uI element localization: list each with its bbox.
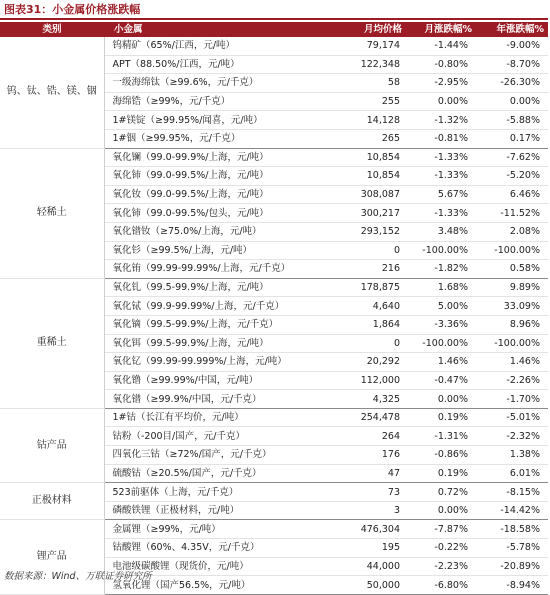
monthly-change-cell: 0.00% xyxy=(406,501,476,520)
category-cell: 正极材料 xyxy=(0,483,104,520)
monthly-price-cell: 20,292 xyxy=(324,353,406,372)
monthly-change-cell: -7.87% xyxy=(406,520,476,539)
monthly-change-cell: -1.44% xyxy=(406,37,476,55)
yearly-change-cell: -5.01% xyxy=(476,408,548,427)
monthly-price-cell: 308,087 xyxy=(324,185,406,204)
yearly-change-cell: 8.96% xyxy=(476,315,548,334)
metal-name-cell: 氧化钕（99.0-99.5%/上海，元/吨） xyxy=(104,185,324,204)
yearly-change-cell: 0.58% xyxy=(476,260,548,279)
yearly-change-cell: -14.42% xyxy=(476,501,548,520)
monthly-change-cell: -0.47% xyxy=(406,371,476,390)
yearly-change-cell: -20.89% xyxy=(476,557,548,576)
metal-name-cell: 钨精矿（65%/江西，元/吨） xyxy=(104,37,324,55)
yearly-change-cell: 0.00% xyxy=(476,92,548,111)
monthly-price-cell: 14,128 xyxy=(324,111,406,130)
yearly-change-cell: -2.26% xyxy=(476,371,548,390)
metal-name-cell: 氧化镝（99.5-99.9%/上海，元/千克） xyxy=(104,315,324,334)
monthly-price-cell: 195 xyxy=(324,539,406,558)
monthly-price-cell: 112,000 xyxy=(324,371,406,390)
metal-name-cell: 氧化镥（≥99.99%/中国，元/吨） xyxy=(104,371,324,390)
category-cell: 轻稀土 xyxy=(0,148,104,278)
monthly-price-cell: 254,478 xyxy=(324,408,406,427)
metal-name-cell: 1#镁锭（≥99.95%/闻喜，元/吨） xyxy=(104,111,324,130)
monthly-change-cell: 5.00% xyxy=(406,297,476,316)
monthly-change-cell: 5.67% xyxy=(406,185,476,204)
table-row xyxy=(0,483,548,502)
monthly-change-cell: 0.19% xyxy=(406,464,476,483)
yearly-change-cell: -5.88% xyxy=(476,111,548,130)
monthly-price-cell: 4,325 xyxy=(324,390,406,409)
category-cell: 钴产品 xyxy=(0,408,104,482)
monthly-change-cell: -100.00% xyxy=(406,241,476,260)
monthly-price-cell: 10,854 xyxy=(324,148,406,167)
monthly-price-cell: 50,000 xyxy=(324,576,406,595)
metal-name-cell: 海绵锆（≥99%，元/千克） xyxy=(104,92,324,111)
monthly-price-cell: 122,348 xyxy=(324,55,406,74)
monthly-change-cell: 0.19% xyxy=(406,408,476,427)
monthly-change-cell: -1.82% xyxy=(406,260,476,279)
monthly-change-cell: -100.00% xyxy=(406,334,476,353)
monthly-change-cell: -3.36% xyxy=(406,315,476,334)
table-row xyxy=(0,148,548,167)
metal-name-cell: 氧化钐（≥99.5%/上海，元/吨） xyxy=(104,241,324,260)
header-yearly-change: 年涨跌幅% xyxy=(476,22,548,37)
monthly-price-cell: 216 xyxy=(324,260,406,279)
monthly-price-cell: 79,174 xyxy=(324,37,406,55)
monthly-price-cell: 476,304 xyxy=(324,520,406,539)
header-row xyxy=(0,22,548,37)
metal-name-cell: 氧化铽（99.9-99.99%/上海，元/千克） xyxy=(104,297,324,316)
yearly-change-cell: -18.58% xyxy=(476,520,548,539)
monthly-price-cell: 265 xyxy=(324,129,406,148)
table-row xyxy=(0,520,548,539)
monthly-price-cell: 4,640 xyxy=(324,297,406,316)
metal-name-cell: 硫酸钴（≥20.5%/国产，元/千克） xyxy=(104,464,324,483)
price-change-table xyxy=(0,22,548,595)
monthly-change-cell: -0.86% xyxy=(406,446,476,465)
table-row xyxy=(0,278,548,297)
metal-name-cell: 氧化铈（99.0-99.5%/包头，元/吨） xyxy=(104,204,324,223)
yearly-change-cell: -9.00% xyxy=(476,37,548,55)
metal-name-cell: 1#钴（长江有平均价，元/吨） xyxy=(104,408,324,427)
yearly-change-cell: 6.46% xyxy=(476,185,548,204)
monthly-price-cell: 176 xyxy=(324,446,406,465)
metal-name-cell: 氧化铕（99.99-99.99%/上海，元/千克） xyxy=(104,260,324,279)
yearly-change-cell: -7.62% xyxy=(476,148,548,167)
monthly-change-cell: 1.68% xyxy=(406,278,476,297)
monthly-change-cell: -2.23% xyxy=(406,557,476,576)
metal-name-cell: 钴酸锂（60%、4.35V，元/千克） xyxy=(104,539,324,558)
monthly-price-cell: 58 xyxy=(324,74,406,93)
monthly-change-cell: -1.32% xyxy=(406,111,476,130)
yearly-change-cell: -8.94% xyxy=(476,576,548,595)
monthly-change-cell: -1.33% xyxy=(406,204,476,223)
monthly-change-cell: 0.00% xyxy=(406,390,476,409)
metal-name-cell: 四氧化三钴（≥72%/国产，元/千克） xyxy=(104,446,324,465)
monthly-change-cell: -1.31% xyxy=(406,427,476,446)
metal-name-cell: 氧化钇（99.99-99.999%/上海，元/吨） xyxy=(104,353,324,372)
metal-name-cell: 一级海绵钛（≥99.6%，元/千克） xyxy=(104,74,324,93)
figure-title: 图表31：小金属价格涨跌幅 xyxy=(4,3,141,16)
header-monthly-price: 月均价格 xyxy=(324,22,406,37)
header-metal: 小金属 xyxy=(104,22,324,37)
yearly-change-cell: -100.00% xyxy=(476,241,548,260)
metal-name-cell: 氧化镨（≥99.9%/中国，元/千克） xyxy=(104,390,324,409)
monthly-change-cell: 3.48% xyxy=(406,222,476,241)
monthly-price-cell: 300,217 xyxy=(324,204,406,223)
monthly-price-cell: 10,854 xyxy=(324,167,406,186)
metal-name-cell: 1#铟（≥99.95%，元/千克） xyxy=(104,129,324,148)
table-body xyxy=(0,37,548,594)
metal-name-cell: 电池级碳酸锂（现货价，元/吨） xyxy=(104,557,324,576)
monthly-change-cell: -0.81% xyxy=(406,129,476,148)
monthly-price-cell: 44,000 xyxy=(324,557,406,576)
yearly-change-cell: -5.78% xyxy=(476,539,548,558)
yearly-change-cell: -11.52% xyxy=(476,204,548,223)
metal-name-cell: 金属锂（≥99%，元/吨） xyxy=(104,520,324,539)
monthly-change-cell: -2.95% xyxy=(406,74,476,93)
monthly-price-cell: 293,152 xyxy=(324,222,406,241)
yearly-change-cell: -100.00% xyxy=(476,334,548,353)
metal-name-cell: 钴粉（-200目/国产，元/千克） xyxy=(104,427,324,446)
monthly-change-cell: -1.33% xyxy=(406,167,476,186)
yearly-change-cell: 9.89% xyxy=(476,278,548,297)
monthly-change-cell: -6.80% xyxy=(406,576,476,595)
metal-name-cell: 氢氧化锂（国产56.5%，元/吨） xyxy=(104,576,324,595)
yearly-change-cell: -1.70% xyxy=(476,390,548,409)
table-row xyxy=(0,408,548,427)
monthly-price-cell: 255 xyxy=(324,92,406,111)
yearly-change-cell: 1.46% xyxy=(476,353,548,372)
yearly-change-cell: 6.01% xyxy=(476,464,548,483)
monthly-price-cell: 1,864 xyxy=(324,315,406,334)
monthly-price-cell: 0 xyxy=(324,241,406,260)
figure-title-bar xyxy=(0,0,548,20)
header-category: 类别 xyxy=(0,22,104,37)
yearly-change-cell: -2.32% xyxy=(476,427,548,446)
yearly-change-cell: 2.08% xyxy=(476,222,548,241)
table-row xyxy=(0,37,548,55)
yearly-change-cell: 33.09% xyxy=(476,297,548,316)
header-monthly-change: 月涨跌幅% xyxy=(406,22,476,37)
monthly-price-cell: 47 xyxy=(324,464,406,483)
yearly-change-cell: -26.30% xyxy=(476,74,548,93)
monthly-change-cell: -1.33% xyxy=(406,148,476,167)
monthly-change-cell: 1.46% xyxy=(406,353,476,372)
monthly-price-cell: 178,875 xyxy=(324,278,406,297)
yearly-change-cell: 0.17% xyxy=(476,129,548,148)
monthly-change-cell: -0.22% xyxy=(406,539,476,558)
source-note: 数据来源：Wind、万联证券研究所 xyxy=(4,571,152,582)
monthly-price-cell: 3 xyxy=(324,501,406,520)
category-cell: 重稀土 xyxy=(0,278,104,408)
yearly-change-cell: -5.20% xyxy=(476,167,548,186)
monthly-price-cell: 264 xyxy=(324,427,406,446)
metal-name-cell: 523前驱体（上海，元/千克） xyxy=(104,483,324,502)
yearly-change-cell: -8.15% xyxy=(476,483,548,502)
monthly-change-cell: -0.80% xyxy=(406,55,476,74)
category-cell: 锂产品 xyxy=(0,520,104,594)
metal-name-cell: 氧化铈（99.0-99.5%/上海，元/吨） xyxy=(104,167,324,186)
monthly-change-cell: 0.00% xyxy=(406,92,476,111)
metal-name-cell: APT（88.50%/江西，元/吨） xyxy=(104,55,324,74)
monthly-price-cell: 0 xyxy=(324,334,406,353)
metal-name-cell: 氧化镨钕（≥75.0%/上海，元/吨） xyxy=(104,222,324,241)
monthly-price-cell: 73 xyxy=(324,483,406,502)
yearly-change-cell: 1.38% xyxy=(476,446,548,465)
monthly-change-cell: 0.72% xyxy=(406,483,476,502)
yearly-change-cell: -8.70% xyxy=(476,55,548,74)
metal-name-cell: 氧化钆（99.5-99.9%/上海，元/吨） xyxy=(104,278,324,297)
metal-name-cell: 氧化镧（99.0-99.9%/上海，元/吨） xyxy=(104,148,324,167)
category-cell: 钨、钛、锆、镁、铟 xyxy=(0,37,104,148)
metal-name-cell: 氧化铒（99.5-99.9%/上海，元/吨） xyxy=(104,334,324,353)
metal-name-cell: 磷酸铁锂（正极材料，元/吨） xyxy=(104,501,324,520)
